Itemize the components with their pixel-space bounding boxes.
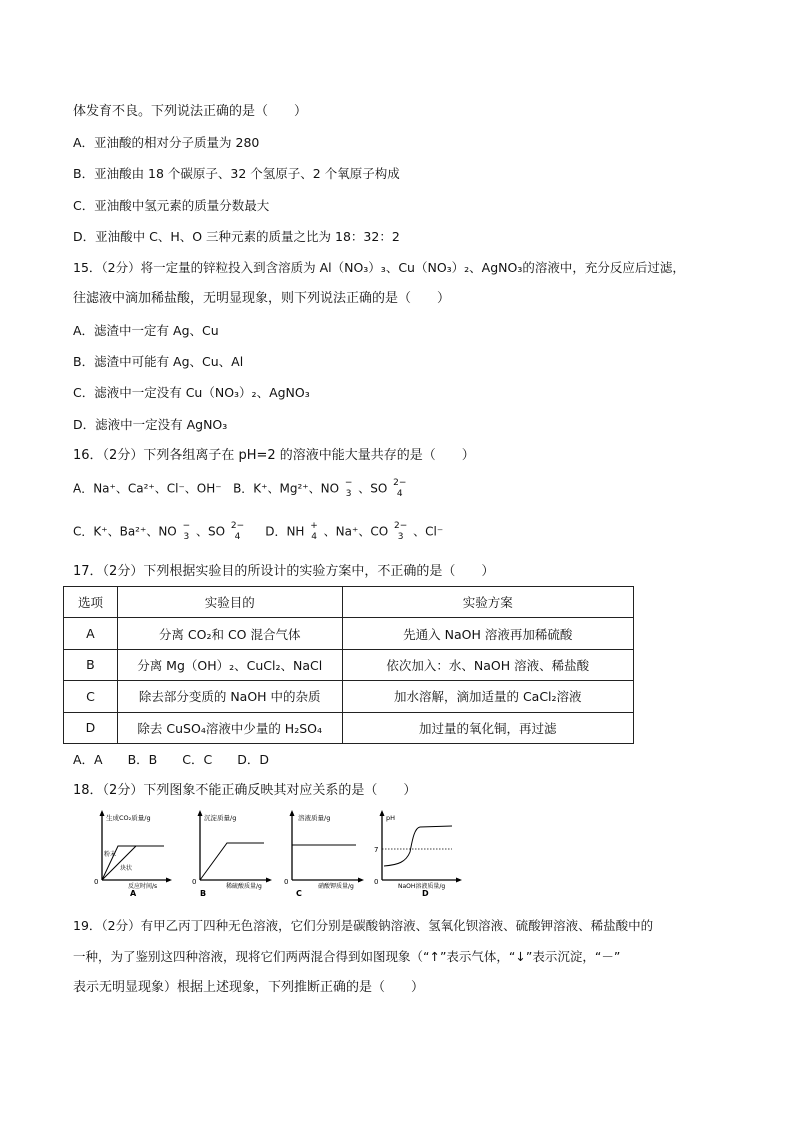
q16-option-a: A．Na⁺、Ca²⁺、Cl⁻、OH⁻	[73, 481, 222, 496]
q19-stem-line3: 表示无明显现象）根据上述现象，下列推断正确的是（ ）	[73, 980, 425, 995]
graph-origin: 0	[374, 878, 379, 886]
q15-stem-line1: 15．（2分）将一定量的锌粒投入到含溶质为 Al（NO₃）₃、Cu（NO₃）₂、AgNO₃的溶液中，充分反应后过滤，	[73, 260, 685, 275]
q15-option-c: C．滤液中一定没有 Cu（NO₃）₂、AgNO₃	[73, 385, 310, 400]
table-cell: 依次加入：水、NaOH 溶液、稀盐酸	[342, 649, 633, 680]
graph-origin: 0	[284, 878, 289, 886]
q14-option-c: C．亚油酸中氢元素的质量分数最大	[73, 198, 270, 213]
graph-d-letter: D	[422, 889, 429, 896]
table-cell: 分离 CO₂和 CO 混合气体	[117, 618, 342, 649]
graph-c	[284, 810, 364, 896]
table-cell: C	[64, 681, 118, 712]
q15-option-b: B．滤渣中可能有 Ag、Cu、Al	[73, 354, 244, 369]
q16-option-c-mid: 、SO	[195, 524, 226, 539]
table-cell: B	[64, 649, 118, 680]
table-cell: 先通入 NaOH 溶液再加稀硫酸	[342, 618, 633, 649]
q15-stem-line2: 往滤液中滴加稀盐酸，无明显现象，则下列说法正确的是（ ）	[73, 291, 451, 306]
q16-option-d-end: 、Cl⁻	[413, 524, 444, 539]
q17-stem: 17．（2分）下列根据实验目的所设计的实验方案中，不正确的是（ ）	[73, 564, 495, 579]
table-cell: 除去部分变质的 NaOH 中的杂质	[117, 681, 342, 712]
table-header: 实验目的	[117, 587, 342, 618]
table-row	[64, 681, 634, 712]
graph-a-curve-powder: 粉末	[104, 851, 117, 858]
q15-option-d: D．滤液中一定没有 AgNO₃	[73, 417, 228, 432]
graph-a-letter: A	[130, 889, 137, 896]
table-cell: 加水溶解，滴加适量的 CaCl₂溶液	[342, 681, 633, 712]
graph-origin: 0	[94, 878, 99, 886]
graph-b-ylabel: 沉淀质量/g	[204, 814, 237, 822]
table-header: 实验方案	[342, 587, 633, 618]
table-row	[64, 649, 634, 680]
q16-option-d-mid: 、Na⁺、CO	[323, 524, 389, 539]
graph-a-ylabel: 生成CO₂质量/g	[106, 814, 151, 822]
nitrate-charge: − 3	[182, 521, 191, 542]
q16-option-c-prefix: C．K⁺、Ba²⁺、NO	[73, 524, 177, 539]
graph-c-ylabel: 溶液质量/g	[298, 814, 331, 822]
experiment-table	[63, 586, 634, 744]
graph-d-ph7-mark: 7	[374, 846, 379, 854]
graph-c-letter: C	[296, 889, 302, 896]
sulfate-charge: 2− 4	[230, 521, 245, 542]
graph-b-letter: B	[200, 889, 207, 896]
carbonate-charge: 2− 3	[394, 521, 408, 542]
graph-d-ylabel: pH	[386, 814, 396, 822]
q18-graphs	[92, 808, 472, 896]
table-cell: A	[64, 618, 118, 649]
graph-origin: 0	[192, 878, 197, 886]
graph-b	[192, 810, 272, 896]
q14-option-d: D．亚油酸中 C、H、O 三种元素的质量之比为 18：32：2	[73, 229, 400, 244]
q18-stem: 18．（2分）下列图象不能正确反映其对应关系的是（ ）	[73, 783, 417, 798]
q14-option-b: B．亚油酸由 18 个碳原子、32 个氢原子、2 个氧原子构成	[73, 166, 400, 181]
q16-options-row1	[73, 478, 408, 500]
sulfate-charge: 2− 4	[393, 478, 407, 499]
ammonium-charge: + 4	[310, 521, 318, 542]
graph-a-xlabel: 反应时间/s	[128, 883, 158, 890]
q19-stem-line2: 一种，为了鉴别这四种溶液，现将它们两两混合得到如图现象（“↑”表示气体，“↓”表示沉淀，“－”	[73, 949, 621, 964]
graph-a	[94, 810, 172, 896]
graph-d	[374, 810, 462, 896]
q15-option-a: A．滤渣中一定有 Ag、Cu	[73, 323, 219, 338]
q16-options-row2	[73, 521, 443, 543]
q16-option-b-prefix: B．K⁺、Mg²⁺、NO	[233, 481, 340, 496]
table-cell: 加过量的氧化铜，再过滤	[342, 712, 633, 743]
q16-option-b-mid: 、SO	[358, 481, 388, 496]
q14-option-a: A．亚油酸的相对分子质量为 280	[73, 135, 260, 150]
table-cell: D	[64, 712, 118, 743]
table-row	[64, 618, 634, 649]
table-cell: 除去 CuSO₄溶液中少量的 H₂SO₄	[117, 712, 342, 743]
graph-a-curve-block: 块状	[120, 865, 133, 872]
nitrate-charge: − 3	[344, 478, 353, 499]
table-header: 选项	[64, 587, 118, 618]
table-header-row	[64, 587, 634, 618]
table-row	[64, 712, 634, 743]
graph-d-xlabel: NaOH溶液质量/g	[398, 883, 446, 890]
table-cell: 分离 Mg（OH）₂、CuCl₂、NaCl	[117, 649, 342, 680]
q16-option-d-prefix: D．NH	[265, 524, 305, 539]
q19-stem-line1: 19．（2分）有甲乙丙丁四种无色溶液，它们分别是碳酸钠溶液、氢氧化钡溶液、硫酸钾溶液、稀盐酸中的	[73, 918, 654, 933]
q14-stem-tail: 体发育不良。下列说法正确的是（ ）	[73, 104, 308, 119]
q16-stem: 16．（2分）下列各组离子在 pH=2 的溶液中能大量共存的是（ ）	[73, 448, 475, 463]
q17-answer-options: A．A B．B C．C D．D	[73, 752, 269, 767]
graph-b-xlabel: 稀硫酸质量/g	[226, 883, 262, 890]
graph-c-xlabel: 硝酸钾质量/g	[318, 883, 354, 890]
